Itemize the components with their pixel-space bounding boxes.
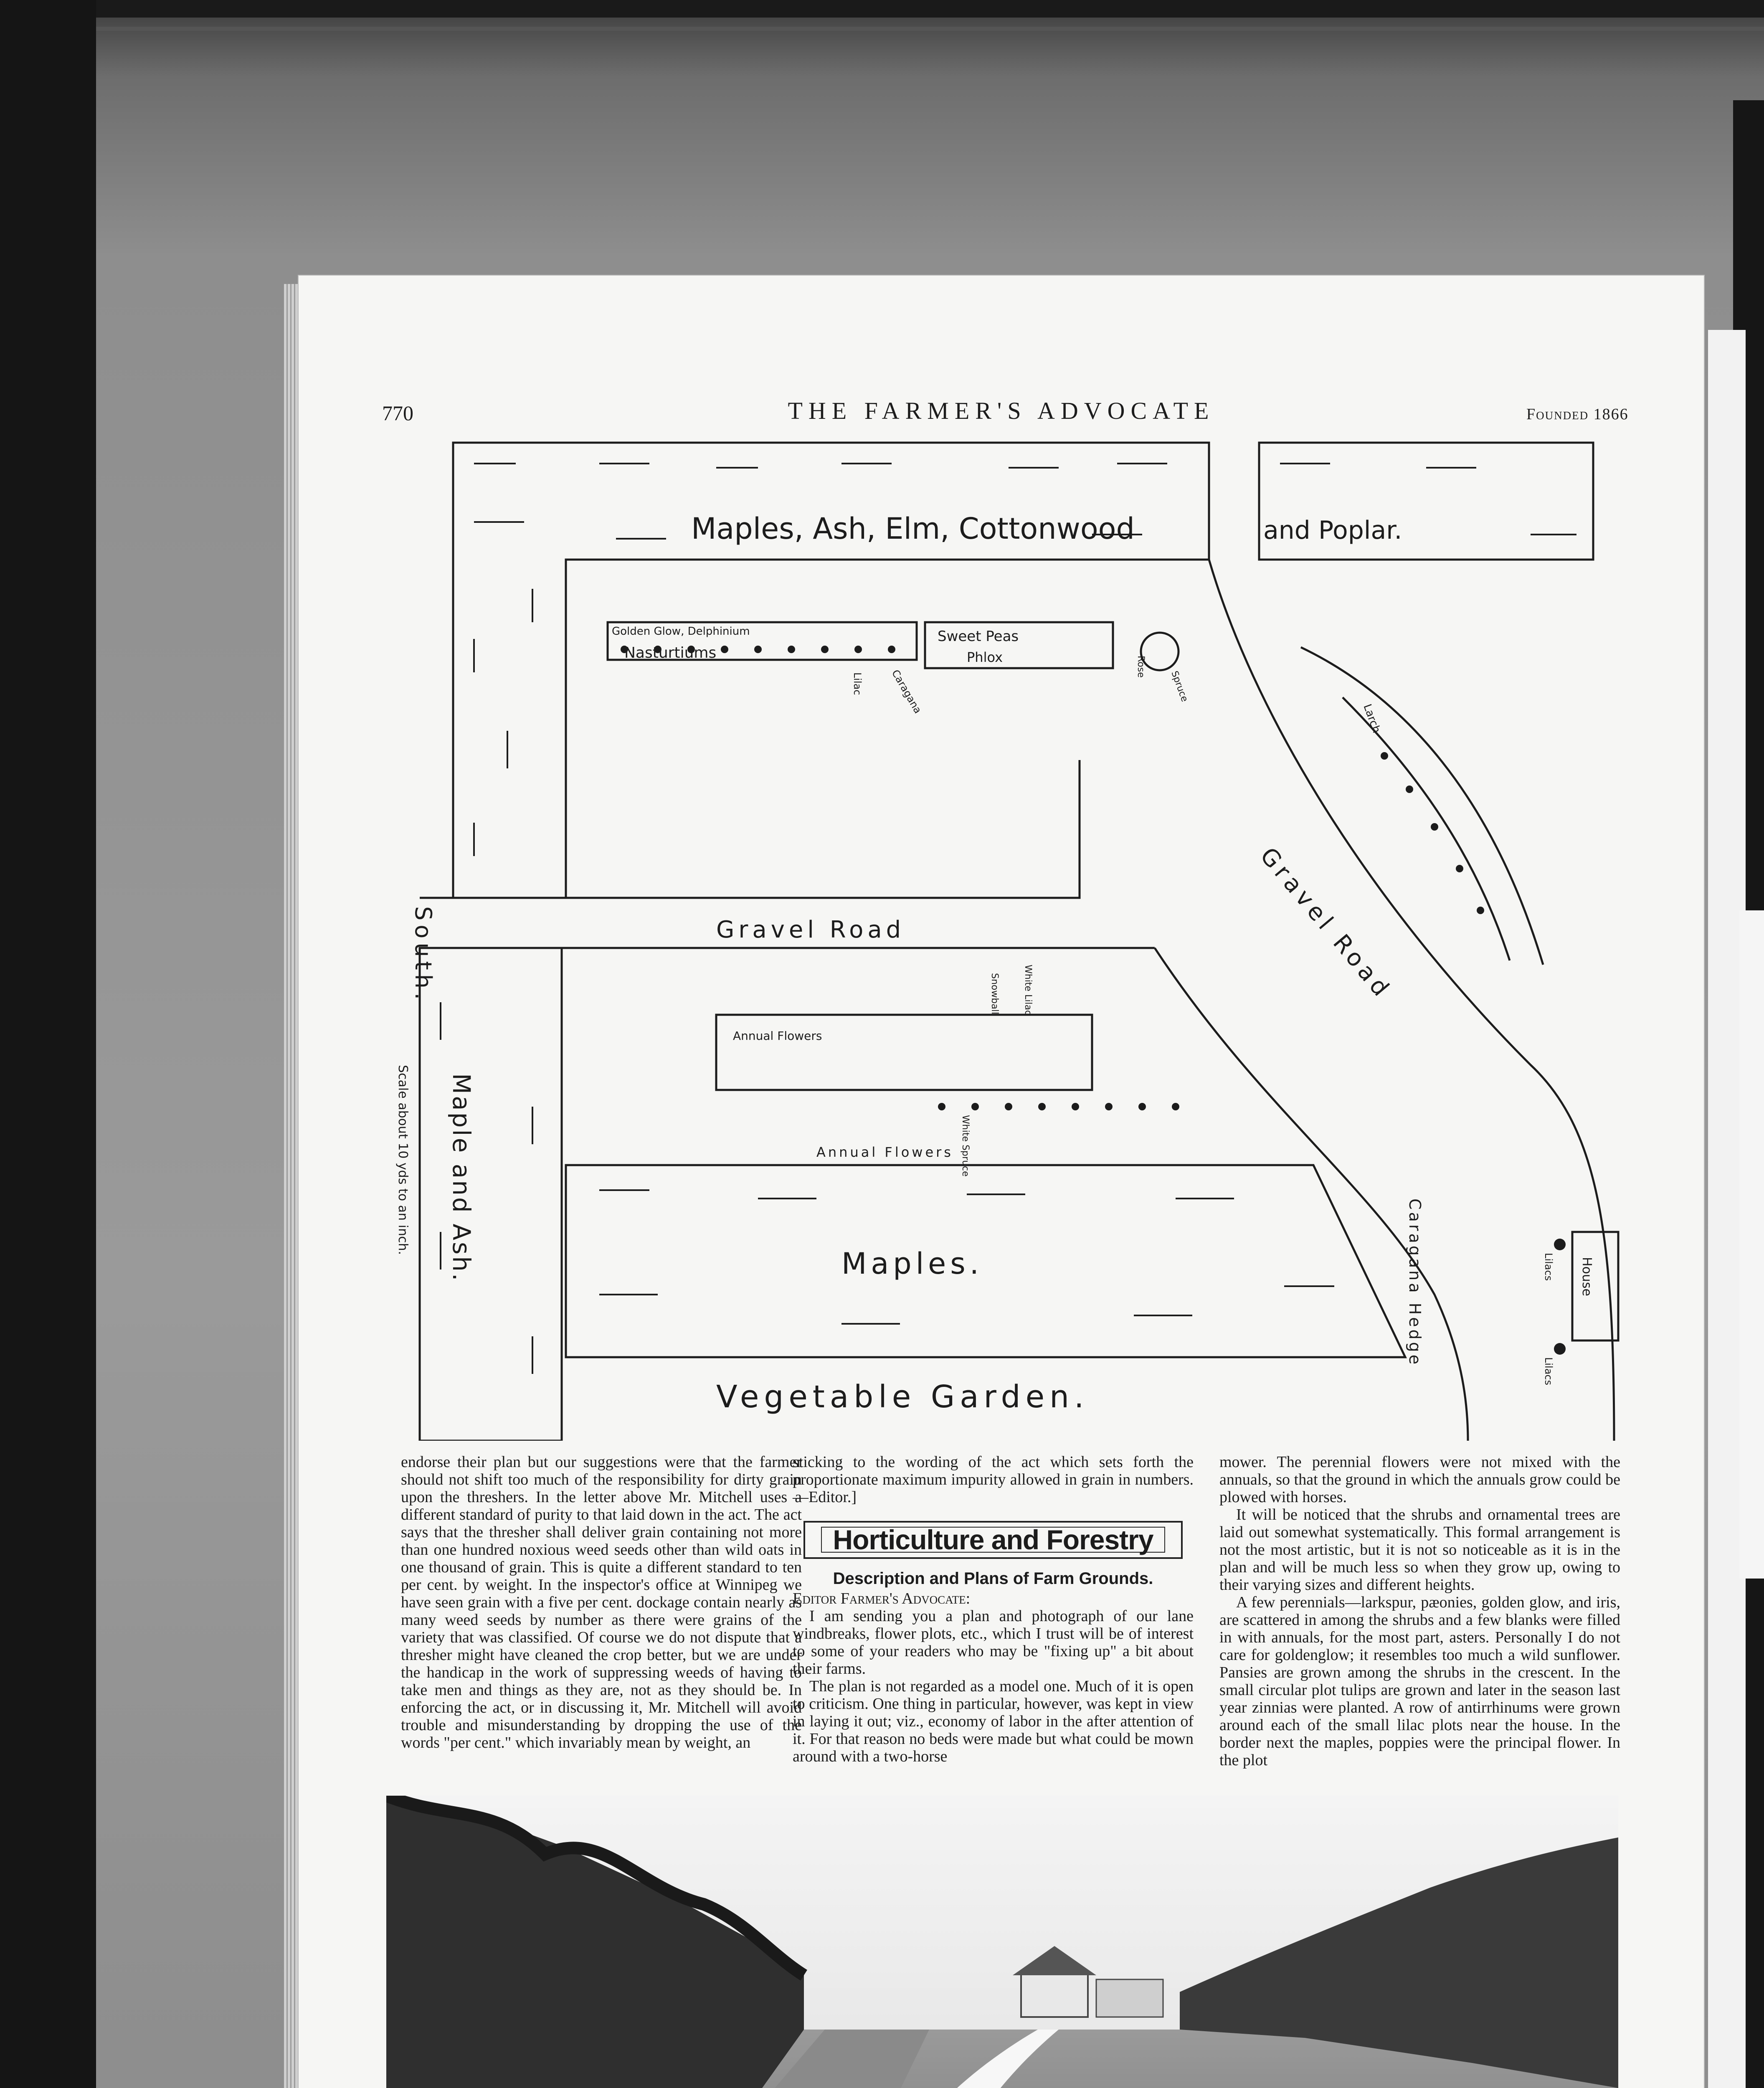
- plan-label-white-spruce: White Spruce: [960, 1115, 971, 1177]
- plan-label-top-belt-right: and Poplar.: [1263, 516, 1402, 545]
- plan-label-bed2-line1: Sweet Peas: [938, 628, 1019, 645]
- plan-label-south: South.: [410, 906, 436, 1004]
- photo-rendering: [386, 1796, 1618, 2088]
- column-3-paragraph-2: It will be noticed that the shrubs and ornamental trees are laid out somewhat systematically. This formal arrangement is not the most artistic, but it is not so noticeable as it is in the plan and will be much less so when they grow up, owing to their varying sizes and different heights.: [1219, 1506, 1620, 1594]
- plan-label-gravel-road: Gravel Road: [716, 916, 905, 943]
- plan-label-caragana: Caragana: [889, 668, 924, 716]
- column-3-paragraph-1: mower. The perennial flowers were not mixed with the annuals, so that the ground in which the annuals grow could be plowed with horses.: [1219, 1453, 1620, 1506]
- crescent-inner: [1343, 697, 1510, 960]
- farm-lane-photograph: [386, 1796, 1618, 2088]
- column-3-paragraph-3: A few perennials—larkspur, pæonies, golden glow, and iris, are scattered in among the shrubs and a few blanks were filled in with annuals, for the most part, asters. Personally I do not care for goldenglow; it resembles too much a wild sunflower. Pansies are grown among the shrubs in the crescent. In the small circular plot tulips are grown and later in the season last year zinnias were planted. A row of antirrhinums were grown around each of the small lilac plots near the house. In the border next the maples, poppies were the principal flower. In the plot: [1219, 1594, 1620, 1769]
- column-2-intro: sticking to the wording of the act which sets forth the proportionate maximum impurity allowed in grain in numbers.—Editor.]: [793, 1453, 1194, 1506]
- plan-label-annual-flowers-bed: Annual Flowers: [733, 1029, 822, 1043]
- plan-label-lilacs-1: Lilacs: [1543, 1253, 1554, 1281]
- plan-label-white-lilac: White Lilac: [1023, 965, 1033, 1016]
- plan-label-lilacs-2: Lilacs: [1543, 1357, 1554, 1386]
- column-1-paragraph: endorse their plan but our suggestions were that the farmer should not shift too much of the responsibility for dirty grain upon the threshers. In the letter above Mr. Mitchell uses a different standard of purity to that laid down in the act. The act says that the thresher shall deliver grain containing not more than one hundred noxious weed seeds other than wild oats in one thousand of grain. This is quite a different standard to ten per cent. by weight. In the inspector's office at Winnipeg we have seen grain with a five per cent. dockage contain nearly as many weed seeds by number as there were grains of the variety that was classified. Of course we do not dispute that a thresher might have cleaned the crop better, but we are under the handicap in the work of suppressing weeds of having to take men and things as they are, not as they should be. In enforcing the act, or in discussing it, Mr. Mitchell will avoid trouble and misunderstanding by dropping the use of the words "per cent." which invariably mean by weight, an: [401, 1453, 802, 1751]
- magazine-page: [299, 276, 1704, 2088]
- text-column-2: [793, 1453, 1194, 1765]
- scanner-left-shadow: [0, 0, 96, 2088]
- plan-label-snowball: Snowball: [989, 973, 1000, 1015]
- plan-label-bed1-line1: Golden Glow, Delphinium: [612, 625, 750, 638]
- page-number: 770: [382, 401, 413, 425]
- plan-drawing: [299, 438, 1704, 1441]
- annual-flower-bed-outline: [716, 1015, 1092, 1090]
- adjacent-page-strip: [1739, 910, 1764, 1579]
- scanner-top-rule: [0, 27, 1764, 31]
- plan-label-annual-flowers-strip: Annual Flowers: [816, 1144, 953, 1160]
- section-heading: Horticulture and Forestry: [821, 1527, 1165, 1553]
- plan-label-lilac: Lilac: [852, 672, 863, 695]
- plan-label-bed2-line2: Phlox: [967, 649, 1003, 665]
- plan-label-maples: Maples.: [841, 1247, 983, 1281]
- plan-label-spruce: Spruce: [1169, 669, 1190, 703]
- journal-title: THE FARMER'S ADVOCATE: [788, 397, 1215, 424]
- plan-label-rose: Rose: [1135, 656, 1146, 678]
- article-title: Description and Plans of Farm Grounds.: [833, 1569, 1153, 1588]
- text-column-1: [401, 1453, 802, 1751]
- plan-label-bed1-line2: Nasturtiums: [624, 644, 717, 661]
- column-2-paragraph-1: I am sending you a plan and photograph of our lane windbreaks, flower plots, etc., which I trust will be of interest to some of your readers who may be "fixing up" a bit about their farms.: [793, 1607, 1194, 1677]
- plan-label-gravel-road-curve: Gravel Road: [1255, 842, 1397, 1005]
- plan-label-vegetable-garden: Vegetable Garden.: [716, 1379, 1089, 1415]
- gravel-road-top-edge: [420, 760, 1080, 898]
- founded-line: Founded 1866: [1526, 405, 1629, 423]
- plan-label-larch: Larch: [1361, 702, 1383, 735]
- section-heading-box: [803, 1521, 1183, 1559]
- plan-label-caragana-hedge: Caragana Hedge: [1406, 1199, 1424, 1367]
- plan-label-scale: Scale about 10 yds to an inch.: [395, 1065, 410, 1255]
- text-column-3: [1219, 1453, 1620, 1769]
- circular-plot: [1141, 633, 1179, 670]
- top-tree-belt-outline: [453, 443, 1209, 898]
- farm-grounds-plan: [299, 438, 1704, 1441]
- plan-label-maple-and-ash: Maple and Ash.: [447, 1073, 476, 1283]
- editor-salutation: Editor Farmer's Advocate:: [793, 1590, 971, 1607]
- column-2-paragraph-2: The plan is not regarded as a model one. Much of it is open to criticism. One thing in particular, however, was kept in view in laying it out; viz., economy of labor in the after attention of it. For that reason no beds were made but what could be mown around with a two-horse: [793, 1677, 1194, 1765]
- plan-label-top-belt: Maples, Ash, Elm, Cottonwood: [691, 512, 1135, 546]
- plan-label-house: House: [1579, 1257, 1594, 1297]
- scanner-top-bar: [0, 0, 1764, 18]
